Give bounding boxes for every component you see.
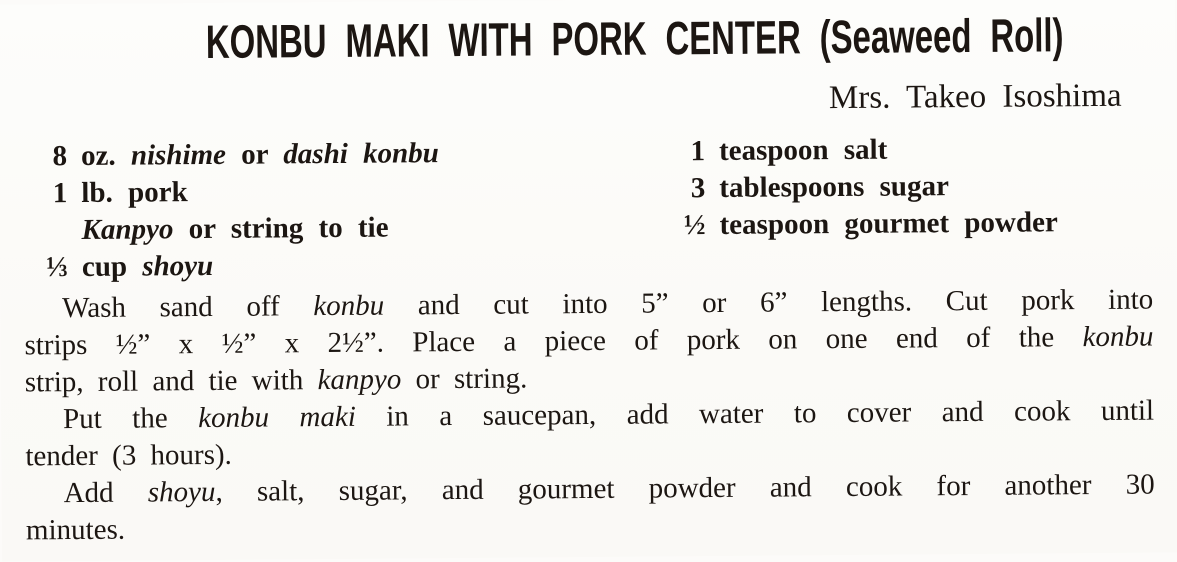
instruction-paragraph (24, 282, 1154, 402)
ingredient-row (27, 208, 587, 249)
instruction-paragraph (26, 467, 1156, 550)
italic-term: nishime (131, 139, 226, 172)
instructions-section (24, 282, 1155, 550)
italic-term: konbu (1082, 321, 1153, 354)
italic-term: shoyu (142, 250, 213, 283)
text-segment: oz. (81, 140, 131, 172)
italic-term: Kanpyo (81, 213, 173, 246)
page-title-text: KONBU MAKI WITH PORK CENTER (Seaweed Roll) (206, 10, 1064, 67)
text-segment: , salt, sugar, and gourmet powder and cook for another 30 (215, 469, 1154, 508)
ingredients-left-column (23, 134, 588, 286)
text-segment: minutes. (26, 514, 125, 547)
ingredient-text (81, 171, 587, 212)
text-segment: and cut into 5” or 6” lengths. Cut pork into (384, 284, 1153, 322)
ingredient-qty: 1 (27, 175, 81, 212)
ingredient-row (665, 167, 1152, 208)
text-segment: tablespoons sugar (719, 170, 949, 204)
text-segment: lb. pork (81, 176, 188, 209)
page-title (22, 10, 1151, 69)
ingredient-text (82, 245, 588, 286)
ingredient-qty: ½ (665, 207, 719, 244)
ingredients-section (23, 130, 1153, 287)
ingredient-qty: ⅓ (28, 249, 82, 286)
italic-term: konbu (313, 290, 384, 323)
italic-term: dashi konbu (283, 137, 439, 170)
attribution: Mrs. Takeo Isoshima (22, 76, 1151, 125)
ingredients-right-column (587, 130, 1153, 282)
ingredient-text (719, 130, 1152, 170)
instruction-paragraph (25, 393, 1155, 476)
italic-term: konbu maki (198, 401, 356, 434)
ingredient-qty: 8 (27, 138, 81, 175)
ingredient-row (28, 245, 588, 286)
ingredient-text (719, 167, 1152, 207)
text-segment: cup (82, 251, 143, 283)
text-segment: teaspoon gourmet powder (719, 206, 1057, 241)
ingredient-text (81, 134, 587, 175)
text-segment: Wash sand off (62, 290, 313, 324)
text-segment: in a saucepan, add water to cover and cook until (356, 395, 1154, 433)
text-segment: Put the (63, 402, 198, 435)
ingredient-row (27, 134, 587, 175)
ingredient-text (719, 204, 1152, 244)
text-segment: teaspoon salt (719, 134, 888, 167)
ingredient-row (665, 204, 1152, 245)
ingredient-row (27, 171, 587, 212)
ingredient-row (665, 130, 1152, 171)
ingredient-text (81, 208, 587, 249)
text-segment: or string. (401, 362, 527, 395)
italic-term: shoyu (148, 476, 216, 509)
text-segment: or string to tie (173, 212, 388, 246)
ingredient-qty: 1 (665, 133, 719, 170)
text-segment: tender (3 hours). (25, 439, 232, 473)
text-segment: or (226, 138, 284, 170)
italic-term: kanpyo (317, 363, 401, 396)
text-segment: strip, roll and tie with (25, 364, 318, 398)
text-segment: strips ½” x ½” x 2½”. Place a piece of pork on one end of the (24, 321, 1082, 361)
text-segment: Add (64, 476, 148, 509)
ingredient-qty: 3 (665, 170, 719, 207)
